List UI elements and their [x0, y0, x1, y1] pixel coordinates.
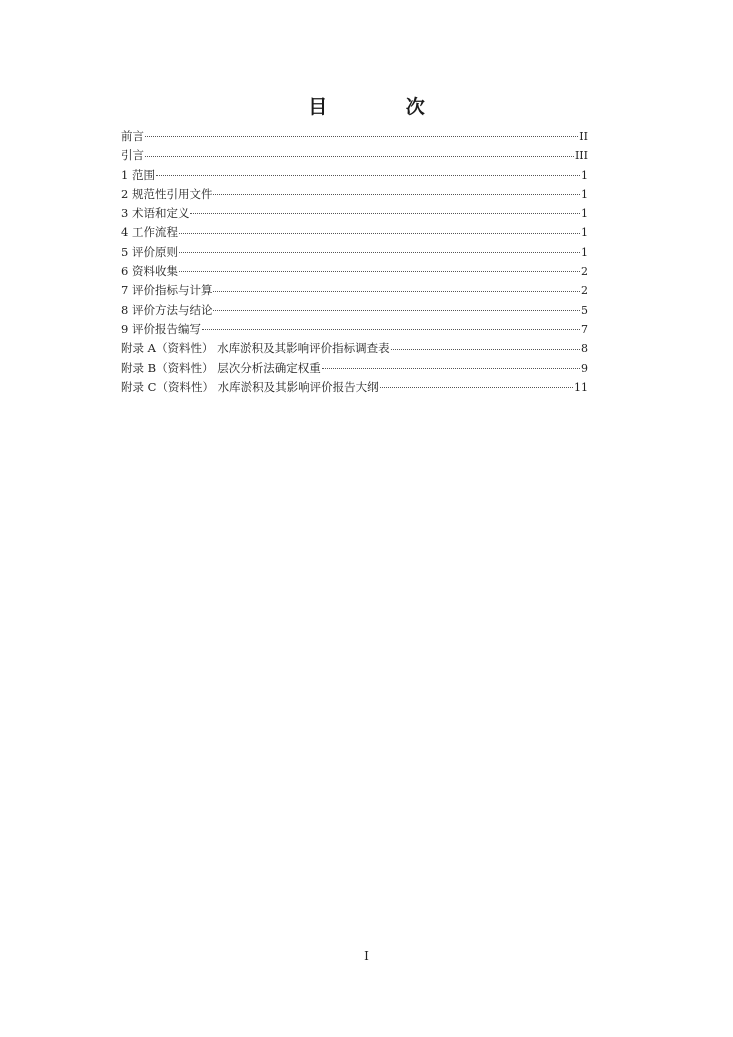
toc-entry-page: 8 [581, 342, 588, 356]
toc-entry-page: 1 [581, 207, 588, 221]
toc-entry-label: 1 范围 [121, 167, 155, 182]
toc-entry-indicators-calculation[interactable] [121, 281, 588, 300]
toc-entry-label: 2 规范性引用文件 [121, 186, 213, 201]
toc-entry-report-writing[interactable] [121, 320, 588, 339]
toc-entry-page: II [579, 130, 588, 143]
toc-entry-appendix-a[interactable] [121, 339, 588, 358]
page-number: I [364, 949, 369, 963]
toc-leader-dots [380, 387, 573, 388]
toc-entry-label: 8 评价方法与结论 [121, 302, 213, 317]
toc-entry-label: 6 资料收集 [121, 264, 178, 279]
toc-entry-appendix-b[interactable] [121, 359, 588, 378]
toc-entry-data-collection[interactable] [121, 262, 588, 281]
toc-entry-page: 1 [581, 245, 588, 259]
toc-entry-label: 前言 [121, 129, 144, 143]
toc-entry-page: III [574, 149, 588, 163]
toc-entry-foreword[interactable] [121, 127, 588, 146]
toc-leader-dots [391, 349, 580, 350]
toc-entry-page: 2 [581, 284, 588, 298]
toc-leader-dots [322, 368, 580, 369]
toc-entry-page: 9 [581, 361, 588, 375]
toc-leader-dots [179, 233, 580, 234]
toc-entry-page: 1 [581, 187, 588, 201]
toc-entry-page: 1 [581, 168, 588, 182]
toc-leader-dots [190, 213, 580, 214]
toc-entry-scope[interactable] [121, 166, 588, 185]
toc-entry-normative-references[interactable] [121, 185, 588, 204]
toc-leader-dots [202, 329, 580, 330]
toc-entry-label: 7 评价指标与计算 [121, 283, 213, 298]
table-of-contents [121, 127, 588, 397]
toc-entry-appendix-c[interactable] [121, 378, 588, 397]
page-title: 目 次 [308, 96, 461, 118]
toc-entry-label: 引言 [121, 148, 144, 163]
toc-leader-dots [213, 310, 580, 311]
toc-entry-workflow[interactable] [121, 223, 588, 242]
toc-entry-label: 附录 B（资料性） 层次分析法确定权重 [121, 360, 321, 375]
toc-leader-dots [145, 136, 578, 137]
toc-leader-dots [179, 271, 580, 272]
toc-leader-dots [213, 194, 580, 195]
toc-leader-dots [213, 291, 580, 292]
toc-entry-label: 4 工作流程 [121, 225, 178, 240]
toc-entry-page: 2 [581, 265, 588, 279]
toc-entry-evaluation-principles[interactable] [121, 243, 588, 262]
toc-entry-label: 3 术语和定义 [121, 206, 190, 221]
toc-entry-methods-conclusions[interactable] [121, 301, 588, 320]
toc-leader-dots [179, 252, 580, 253]
toc-leader-dots [145, 156, 574, 157]
toc-entry-label: 附录 C（资料性） 水库淤积及其影响评价报告大纲 [121, 379, 379, 394]
toc-entry-label: 9 评价报告编写 [121, 321, 201, 336]
toc-entry-page: 5 [581, 303, 588, 317]
toc-entry-page: 7 [581, 322, 588, 336]
toc-entry-label: 5 评价原则 [121, 244, 178, 259]
toc-entry-introduction[interactable] [121, 146, 588, 165]
toc-leader-dots [156, 175, 580, 176]
toc-entry-page: 11 [574, 380, 588, 394]
toc-entry-terms-definitions[interactable] [121, 204, 588, 223]
toc-entry-page: 1 [581, 226, 588, 240]
toc-entry-label: 附录 A（资料性） 水库淤积及其影响评价指标调查表 [121, 341, 390, 356]
